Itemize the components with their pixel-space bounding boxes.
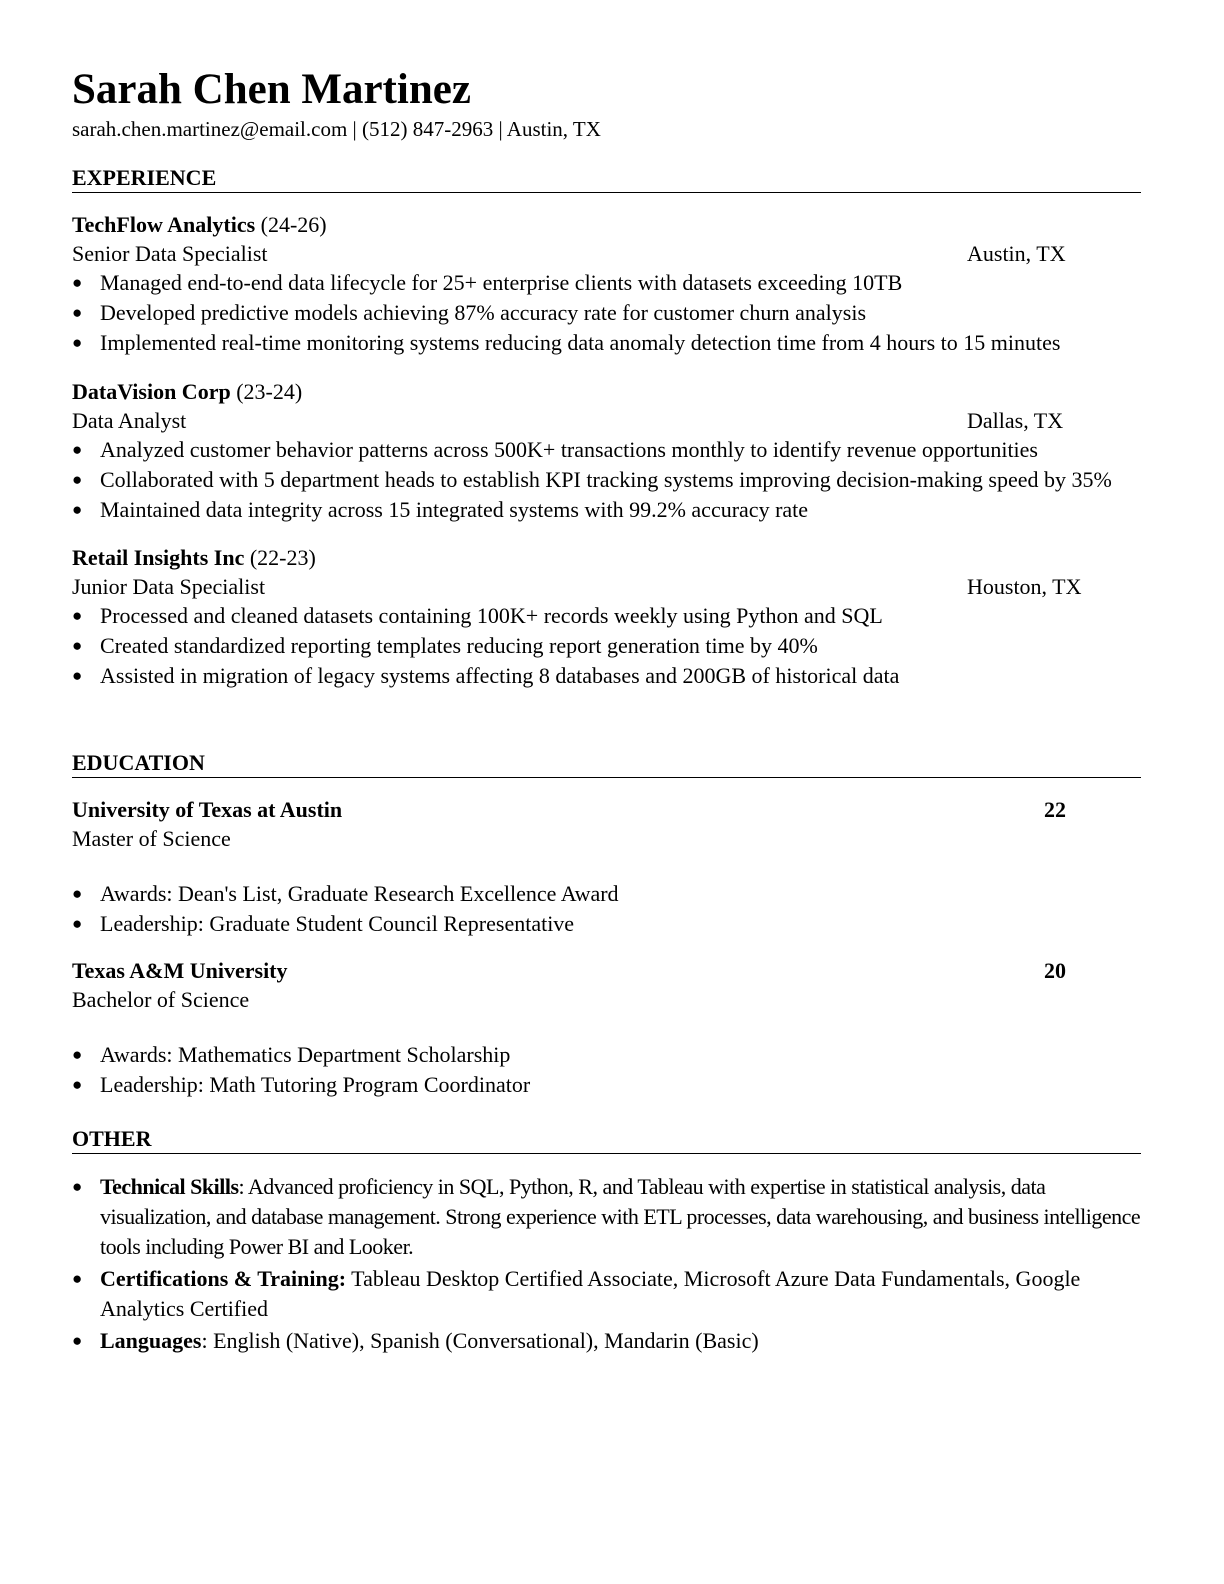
list-item: ● Awards: Dean's List, Graduate Research Excellence Award [72, 879, 1141, 909]
graduation-year: 22 [1044, 797, 1066, 822]
job-role: Senior Data Specialist [72, 241, 268, 266]
bullet-icon: ● [72, 666, 83, 685]
bullet-icon: ● [72, 1075, 83, 1094]
school-header [72, 956, 1141, 985]
experience-heading: EXPERIENCE [72, 165, 1141, 193]
spacer [72, 853, 1141, 879]
other-heading: OTHER [72, 1126, 1141, 1154]
job-header [72, 377, 1141, 406]
degree: Bachelor of Science [72, 987, 250, 1012]
job-entry [72, 543, 1141, 691]
bullet-icon: ● [72, 273, 83, 292]
list-item: ● Technical Skills: Advanced proficiency in SQL, Python, R, and Tableau with expertise in statistical analysis, data visualization, and database management. Strong experience with ETL processes, data warehousing, and business intelligence tools including Power BI and Looker. [72, 1174, 1141, 1259]
list-item: ● Certifications & Training: Tableau Desktop Certified Associate, Microsoft Azure Data Fundamentals, Google Analytics Certified [72, 1266, 1081, 1321]
other-section [72, 1126, 1141, 1356]
company-name: TechFlow Analytics [72, 212, 256, 237]
job-role: Data Analyst [72, 408, 187, 433]
list-item: ● Collaborated with 5 department heads to establish KPI tracking systems improving decision-making speed by 35% [72, 465, 1141, 495]
list-item: ● Managed end-to-end data lifecycle for 25+ enterprise clients with datasets exceeding 10TB [72, 268, 1141, 298]
item-label: Certifications & Training: [100, 1266, 347, 1291]
job-header [72, 210, 1141, 239]
job-entry [72, 377, 1141, 525]
job-bullets [72, 268, 1141, 358]
degree: Master of Science [72, 826, 231, 851]
bullet-icon: ● [72, 1177, 82, 1196]
education-section [72, 750, 1141, 1100]
bullet-icon: ● [72, 1045, 83, 1064]
job-location: Dallas, TX [967, 408, 1064, 433]
bullet-icon: ● [72, 914, 83, 933]
school-name: Texas A&M University [72, 958, 288, 983]
job-subheader [72, 239, 1141, 268]
job-role: Junior Data Specialist [72, 574, 266, 599]
bullet-icon: ● [72, 333, 83, 352]
list-item: ● Awards: Mathematics Department Scholarship [72, 1040, 1141, 1070]
list-item: ● Assisted in migration of legacy systems affecting 8 databases and 200GB of historical data [72, 661, 1141, 691]
list-item: ● Processed and cleaned datasets containing 100K+ records weekly using Python and SQL [72, 601, 1141, 631]
school-entry [72, 795, 1141, 939]
school-name: University of Texas at Austin [72, 797, 343, 822]
job-subheader [72, 572, 1141, 601]
list-item: ● Analyzed customer behavior patterns across 500K+ transactions monthly to identify revenue opportunities [72, 435, 1141, 465]
company-name: DataVision Corp [72, 379, 231, 404]
experience-section [72, 165, 1141, 691]
job-header [72, 543, 1141, 572]
bullet-icon: ● [72, 440, 83, 459]
job-entry [72, 210, 1141, 358]
job-bullets [72, 435, 1141, 525]
bullet-icon: ● [72, 1269, 83, 1288]
job-years: (23-24) [236, 379, 303, 404]
list-item: ● Created standardized reporting templates reducing report generation time by 40% [72, 631, 1141, 661]
job-location: Austin, TX [967, 241, 1066, 266]
school-bullets [72, 879, 1141, 939]
education-heading: EDUCATION [72, 750, 1141, 778]
list-item: ● Maintained data integrity across 15 integrated systems with 99.2% accuracy rate [72, 495, 1141, 525]
job-years: (24-26) [260, 212, 327, 237]
contact-line: sarah.chen.martinez@email.com | (512) 847-2963 | Austin, TX [72, 117, 601, 141]
job-location: Houston, TX [967, 574, 1082, 599]
item-label: Languages [100, 1328, 202, 1353]
spacer [72, 1014, 1141, 1040]
list-item: ● Leadership: Math Tutoring Program Coordinator [72, 1070, 1141, 1100]
list-item: ● Languages: English (Native), Spanish (Conversational), Mandarin (Basic) [72, 1326, 1141, 1356]
school-entry [72, 956, 1141, 1100]
list-item: ● Developed predictive models achieving 87% accuracy rate for customer churn analysis [72, 298, 1141, 328]
job-bullets [72, 601, 1141, 691]
bullet-icon: ● [72, 636, 83, 655]
company-name: Retail Insights Inc [72, 545, 245, 570]
bullet-icon: ● [72, 1331, 83, 1350]
bullet-icon: ● [72, 303, 83, 322]
bullet-icon: ● [72, 500, 83, 519]
list-item: ● Leadership: Graduate Student Council Representative [72, 909, 1141, 939]
bullet-icon: ● [72, 884, 83, 903]
school-header [72, 795, 1141, 824]
other-list [72, 1172, 1141, 1356]
job-years: (22-23) [249, 545, 316, 570]
list-item: ● Implemented real-time monitoring systems reducing data anomaly detection time from 4 hours to 15 minutes [72, 328, 1141, 358]
candidate-name: Sarah Chen Martinez [72, 66, 471, 113]
bullet-icon: ● [72, 470, 83, 489]
graduation-year: 20 [1044, 958, 1066, 983]
job-subheader [72, 406, 1141, 435]
item-label: Technical Skills [100, 1174, 239, 1199]
school-bullets [72, 1040, 1141, 1100]
bullet-icon: ● [72, 606, 83, 625]
